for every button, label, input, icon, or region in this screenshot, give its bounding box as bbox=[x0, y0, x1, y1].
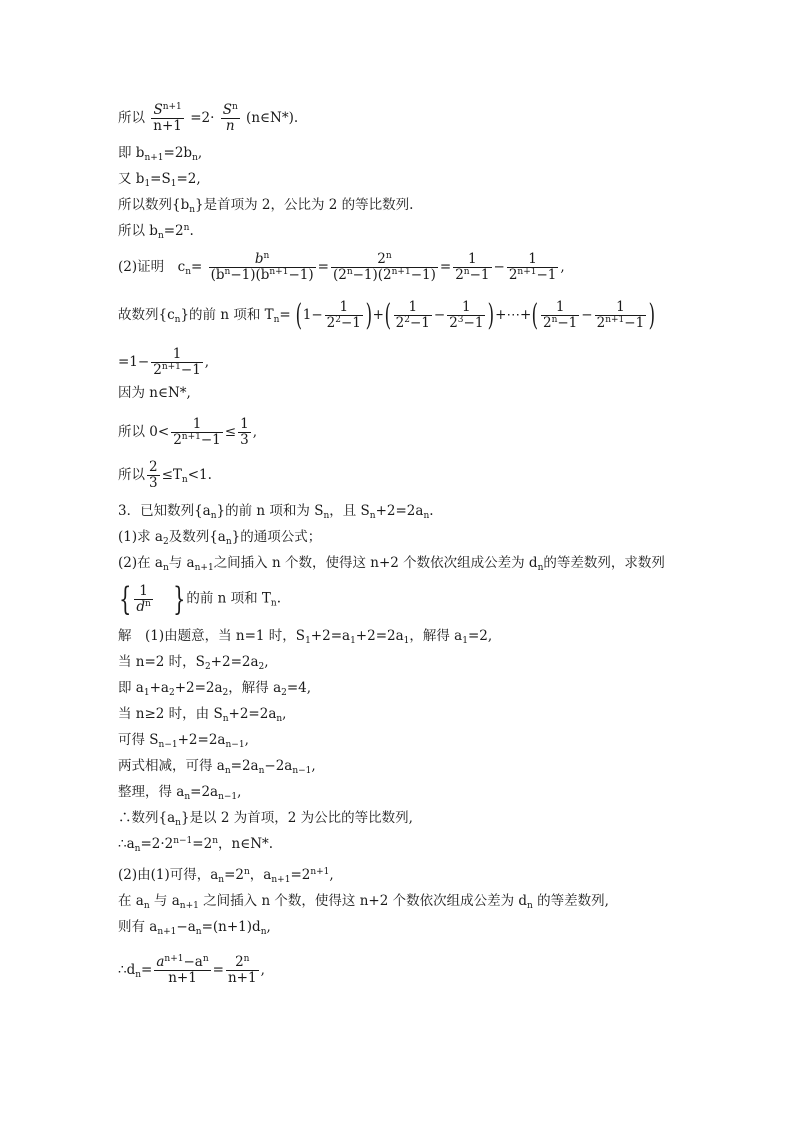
equation-line-6: (2)证明 $c_n=$ $\frac{b^n}{(b^n-1)(b^{n+1}-1)}$ = $\frac{2^n}{(2^n-1)(2^{n+1}-1)}$ = $\frac{1}{2^n-1}$ − $\frac{1}{2^{n+1}-1}$ , bbox=[118, 251, 565, 283]
fraction: $\frac{1}{2^{n+1}-1}$ bbox=[508, 251, 557, 283]
solution-line-2: 当 n=2 时，$S_2+2=2a_2$, bbox=[118, 654, 269, 672]
solution-line-8: ∴数列$\{a_n\}$是以 2 为首项，2 为公比的等比数列, bbox=[118, 810, 413, 828]
fraction: $\frac{S^{n+1}}{n+1}$ bbox=[153, 102, 182, 134]
fraction: $\frac{1}{3}$ bbox=[240, 416, 249, 448]
question-3-part-2-cont: { $\frac{1}{d^n}$ }的前 n 项和 $T_n$. bbox=[119, 580, 282, 618]
solution-line-3: 即 $a_1+a_2+2=2a_2$，解得 $a_2=4$, bbox=[118, 680, 312, 698]
fraction: $\frac{2^n}{n+1}$ bbox=[227, 954, 257, 986]
fraction: $\frac{1}{2^n-1}$ bbox=[542, 299, 578, 331]
solution-line-12: 则有 $a_{n+1}-a_n=(n+1)d_n$, bbox=[118, 919, 271, 937]
fraction: $\frac{1}{2^2-1}$ bbox=[326, 299, 361, 331]
equation-line-3: 又 $b_1=S_1=2$, bbox=[118, 171, 201, 189]
equation-line-11: 所以 $\frac{2}{3}$ $\le T_n<1$. bbox=[118, 459, 212, 491]
fraction: $\frac{1}{2^3-1}$ bbox=[449, 299, 484, 331]
solution-line-5: 可得 $S_{n-1}+2=2a_{n-1}$, bbox=[118, 732, 249, 750]
question-3-part-2: (2)在 $a_n$与 $a_{n+1}$之间插入 n 个数，使得这 n+2 个数依次组成公差为 $d_n$的等差数列，求数列 bbox=[118, 555, 665, 573]
equation-line-7: 故数列$\{c_n\}$的前 n 项和 $T_n= (1-$ $\frac{1}{2^2-1}$ )+( $\frac{1}{2^2-1}$ − $\frac{1}{2^3-1}$ )+⋯+( $\frac{1}{2^n-1}$ − $\frac{1}{2^{n+1}-1}$ ) bbox=[118, 297, 656, 333]
fraction: $\frac{1}{2^n-1}$ bbox=[455, 251, 490, 283]
solution-line-1: 解 (1)由题意，当 n=1 时，$S_1+2=a_1+2=2a_1$，解得 $a_1=2$, bbox=[118, 628, 493, 646]
fraction: $\frac{S^n}{n}$ bbox=[222, 102, 238, 134]
equation-line-1 bbox=[118, 103, 298, 134]
solution-line-9: $\therefore a_n=2\cdot 2^{n-1}=2^n$，n∈N*. bbox=[118, 836, 274, 854]
fraction: $\frac{b^n}{(b^n-1)(b^{n+1}-1)}$ bbox=[210, 251, 314, 283]
equation-line-2: 即 $b_{n+1}=2b_n$, bbox=[118, 145, 203, 163]
equation-line-4: 所以数列$\{b_n\}$是首项为 2，公比为 2 的等比数列. bbox=[118, 197, 414, 215]
fraction: $\frac{2^n}{(2^n-1)(2^{n+1}-1)}$ bbox=[332, 251, 436, 283]
solution-line-10: (2)由(1)可得，$a_n=2^n$，$a_{n+1}=2^{n+1}$, bbox=[118, 867, 334, 885]
text: (n∈N*). bbox=[246, 110, 299, 126]
equation-line-9: 因为 n∈N*, bbox=[118, 385, 191, 401]
fraction: $\frac{1}{d^n}$ bbox=[136, 582, 151, 615]
equation-line-8: =1− $\frac{1}{2^{n+1}-1}$ , bbox=[118, 346, 210, 378]
fraction: $\frac{2}{3}$ bbox=[149, 459, 158, 491]
question-3-part-1: (1)求 $a_2$及数列$\{a_n\}$的通项公式； bbox=[118, 529, 322, 547]
fraction: $\frac{1}{2^{n+1}-1}$ bbox=[173, 416, 221, 448]
solution-line-11: 在 $a_n$ 与 $a_{n+1}$ 之间插入 n 个数，使得这 n+2 个数依次组成公差为 $d_n$ 的等差数列, bbox=[118, 893, 609, 911]
text: =2· bbox=[190, 110, 215, 126]
equation-line-5: 所以 $b_n=2^n$. bbox=[118, 223, 194, 241]
solution-line-4: 当 n≥2 时，由 $S_n+2=2a_n$, bbox=[118, 706, 287, 724]
fraction: $\frac{1}{2^{n+1}-1}$ bbox=[153, 346, 201, 378]
fraction: $\frac{1}{2^2-1}$ bbox=[395, 299, 430, 331]
equation-line-10: 所以 0< $\frac{1}{2^{n+1}-1}$ ≤ $\frac{1}{3}$ , bbox=[118, 416, 257, 448]
solution-line-6: 两式相减，可得 $a_n=2a_n-2a_{n-1}$, bbox=[118, 758, 316, 776]
text: 所以 bbox=[118, 110, 145, 126]
fraction: $\frac{1}{2^{n+1}-1}$ bbox=[596, 299, 645, 331]
solution-line-7: 整理，得 $a_n=2a_{n-1}$, bbox=[118, 784, 242, 802]
fraction: $\frac{a^{n+1}-a^n}{n+1}$ bbox=[156, 954, 209, 986]
question-3: 3．已知数列$\{a_n\}$的前 n 项和为 $S_n$，且 $S_n+2=2a_n$. bbox=[118, 503, 434, 521]
solution-line-13: $\therefore d_n=$ $\frac{a^{n+1}-a^n}{n+1}$ = $\frac{2^n}{n+1}$ , bbox=[118, 954, 265, 986]
